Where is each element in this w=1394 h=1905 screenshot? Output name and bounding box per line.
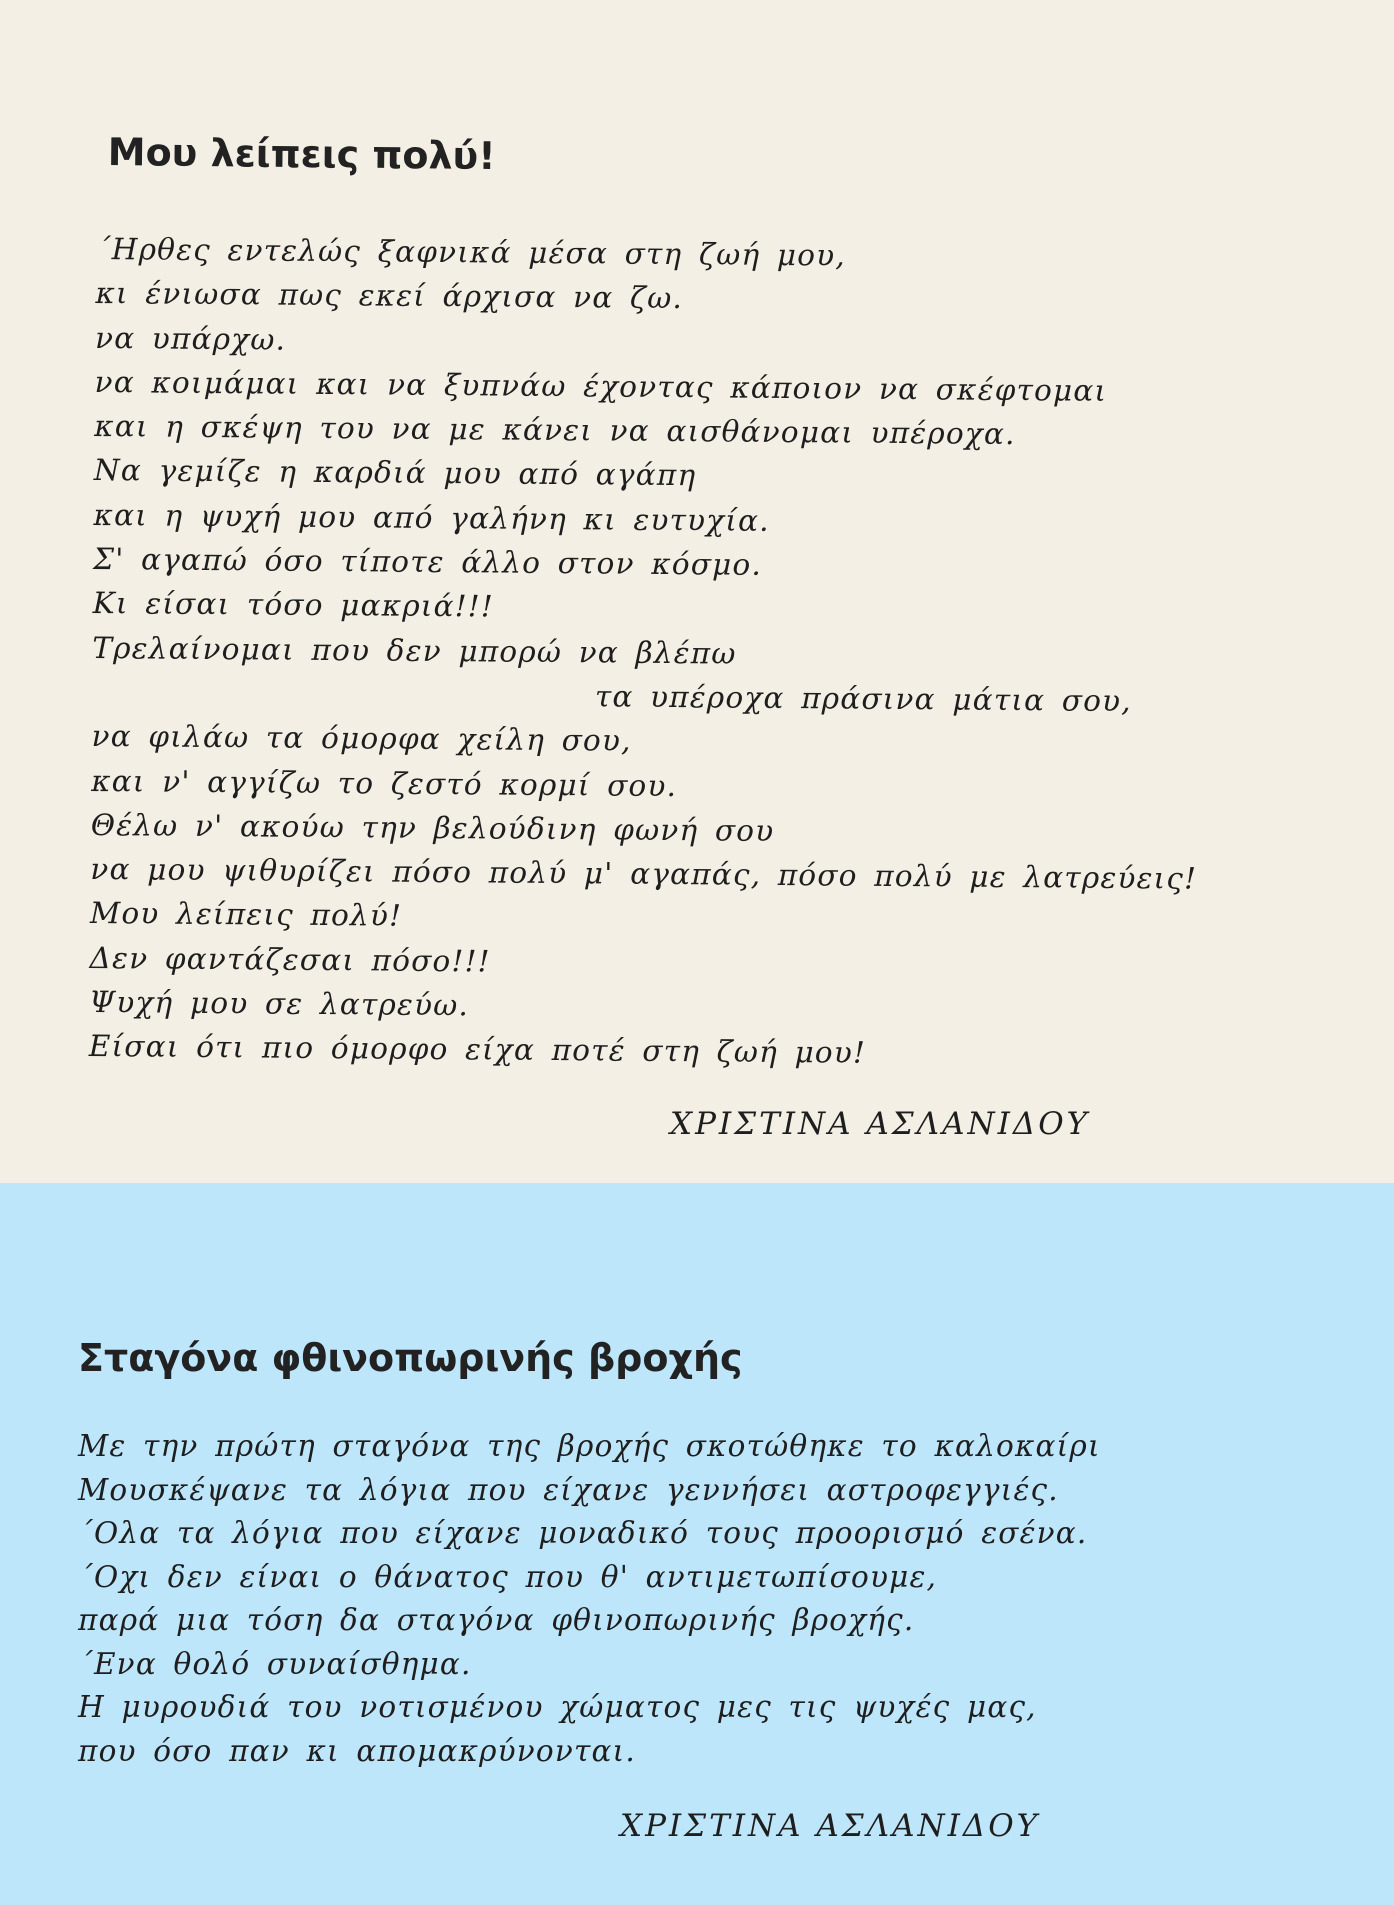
poem-line: ΄Ενα θολό συναίσθημα. xyxy=(78,1646,472,1681)
poem-line: που όσο παν κι απομακρύνονται. xyxy=(78,1733,636,1768)
poem-body-1 xyxy=(89,227,1276,1079)
poem-line: Δεν φαντάζεσαι πόσο!!! xyxy=(89,940,491,979)
poem-line: να κοιμάμαι και να ξυπνάω έχοντας κάποιον να σκέφτομαι xyxy=(94,364,1108,408)
poem-line: Κι είσαι τόσο μακριά!!! xyxy=(92,586,495,624)
poem-line: Η μυρουδιά του νοτισμένου χώματος μες τις ψυχές μας, xyxy=(78,1690,1037,1724)
poem-line: ΄Ολα τα λόγια που είχανε μοναδικό τους προορισμό εσένα. xyxy=(78,1516,1088,1550)
poem-line: Τρελαίνομαι που δεν μπορώ να βλέπω xyxy=(92,630,737,671)
poem-title-1: Μου λείπεις πολύ! xyxy=(107,130,496,179)
poem-line: ΄Ηρθες εντελώς ξαφνικά μέσα στη ζωή μου, xyxy=(95,231,847,273)
poem-line: ΄Οχι δεν είναι ο θάνατος που θ' αντιμετωπίσουμε, xyxy=(78,1559,938,1594)
poem-line: να υπάρχω. xyxy=(94,320,287,357)
poem-line: Να γεμίζε η καρδιά μου από αγάπη xyxy=(93,453,697,493)
poem-line: κι ένιωσα πως εκεί άρχισα να ζω. xyxy=(95,276,684,316)
poem-line: Μου λείπεις πολύ! xyxy=(89,896,403,934)
poem-line: Μουσκέψανε τα λόγια που είχανε γεννήσει αστροφεγγιές. xyxy=(78,1472,1059,1507)
poem-line: Θέλω ν' ακούω την βελούδινη φωνή σου xyxy=(90,807,775,848)
poem-line: Με την πρώτη σταγόνα της βροχής σκοτώθηκε το καλοκαίρι xyxy=(78,1429,1101,1463)
poem-line: Ψυχή μου σε λατρεύω. xyxy=(89,985,470,1023)
poem-line: να φιλάω τα όμορφα χείλη σου, xyxy=(91,719,632,758)
poem-title-2: Σταγόνα φθινοπωρινής βροχής xyxy=(78,1336,743,1380)
poem-body-2 xyxy=(78,1425,1328,1773)
poem-author-1: ΧΡΙΣΤΙΝΑ ΑΣΛΑΝΙΔΟΥ xyxy=(670,1106,1091,1142)
poem-line: Σ' αγαπώ όσο τίποτε άλλο στον κόσμο. xyxy=(92,542,763,582)
poem-line: Είσαι ότι πιο όμορφο είχα ποτέ στη ζωή μου! xyxy=(88,1029,867,1071)
poem-line: τα υπέροχα πράσινα μάτια σου, xyxy=(594,679,1132,719)
poem-line: και η σκέψη του να με κάνει να αισθάνομαι υπέροχα. xyxy=(94,409,1016,452)
poem-line: παρά μια τόση δα σταγόνα φθινοπωρινής βροχής. xyxy=(78,1603,915,1637)
poem-author-2: ΧΡΙΣΤΙΝΑ ΑΣΛΑΝΙΔΟΥ xyxy=(620,1808,1041,1844)
poem-line: και η ψυχή μου από γαλήνη κι ευτυχία. xyxy=(93,497,770,538)
poem-line: και ν' αγγίζω το ζεστό κορμί σου. xyxy=(91,763,678,803)
poem-line: να μου ψιθυρίζει πόσο πολύ μ' αγαπάς, πόσο πολύ με λατρεύεις! xyxy=(90,852,1198,896)
